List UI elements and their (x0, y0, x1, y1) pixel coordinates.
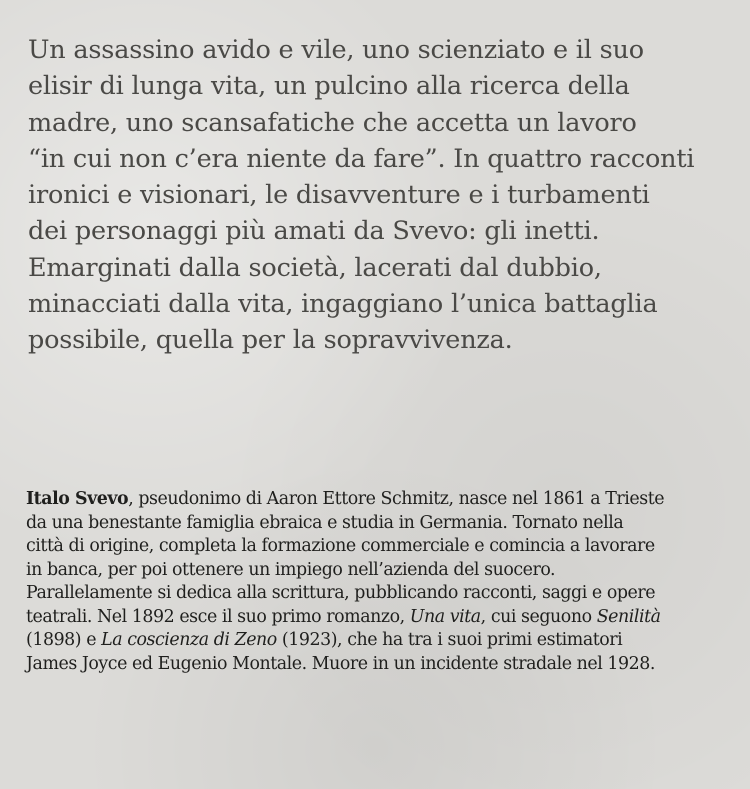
blurb-line: minacciati dalla vita, ingaggiano l’unica battaglia (28, 289, 658, 320)
author-bio-paragraph (26, 488, 736, 676)
bio-line: città di origine, completa la formazione commerciale e comincia a lavorare (26, 536, 655, 556)
bio-line (26, 488, 736, 512)
book-title-una-vita: Una vita (409, 606, 481, 627)
bio-text: (1923), che ha tra i suoi primi estimatori (276, 630, 623, 650)
blurb-line: elisir di lunga vita, un pulcino alla ricerca della (28, 71, 630, 102)
bio-line: da una benestante famiglia ebraica e studia in Germania. Tornato nella (26, 512, 624, 533)
bio-text: , pseudonimo di Aaron Ettore Schmitz, nasce nel 1861 a Trieste (128, 489, 665, 509)
blurb-line: possibile, quella per la sopravvivenza. (28, 325, 513, 356)
bio-text: , cui seguono (480, 606, 597, 627)
blurb-line: “in cui non c’era niente da fare”. In quattro racconti (28, 143, 695, 174)
blurb-line: Emarginati dalla società, lacerati dal dubbio, (28, 252, 602, 283)
author-name: Italo Svevo (26, 489, 129, 509)
blurb-paragraph (28, 32, 728, 359)
blurb-line: dei personaggi più amati da Svevo: gli inetti. (28, 216, 600, 247)
bio-line: James Joyce ed Eugenio Montale. Muore in un incidente stradale nel 1928. (26, 653, 655, 674)
bio-line (26, 606, 736, 630)
blurb-line: madre, uno scansafatiche che accetta un lavoro (28, 107, 637, 138)
blurb-line: ironici e visionari, le disavventure e i turbamenti (28, 180, 650, 211)
bio-text: (1898) e (26, 630, 102, 650)
bio-line: Parallelamente si dedica alla scrittura, pubblicando racconti, saggi e opere (26, 583, 656, 603)
bio-line: in banca, per poi ottenere un impiego nell’azienda del suocero. (26, 559, 556, 580)
blurb-line: Un assassino avido e vile, uno scienziato e il suo (28, 35, 644, 65)
book-title-coscienza-di-zeno: La coscienza di Zeno (101, 630, 277, 650)
bio-line (26, 629, 736, 653)
book-title-senilita: Senilità (596, 606, 661, 627)
bio-text: teatrali. Nel 1892 esce il suo primo romanzo, (26, 606, 410, 627)
